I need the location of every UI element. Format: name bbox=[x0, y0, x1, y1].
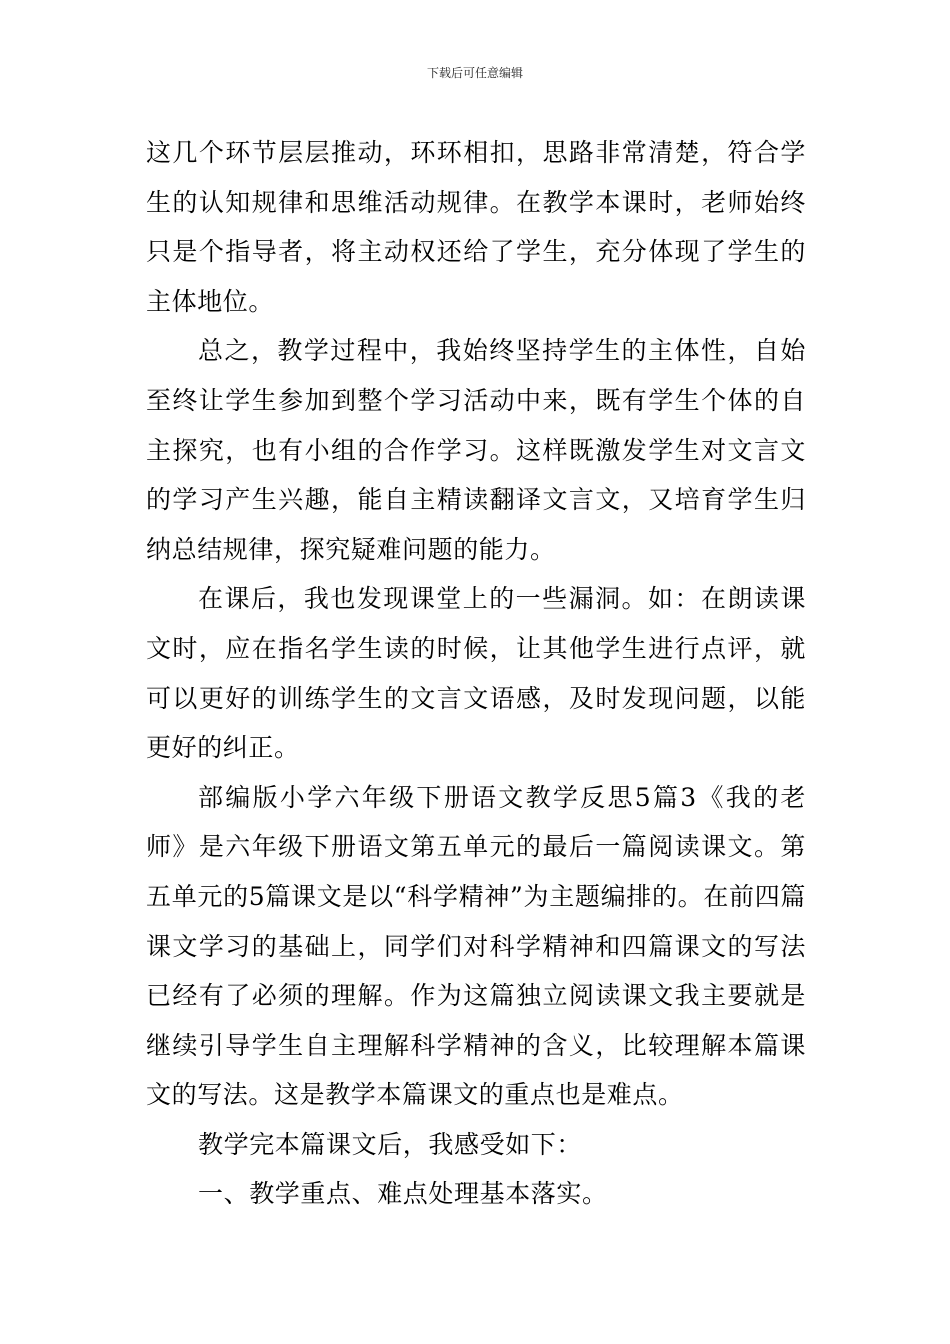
paragraph-after-class: 在课后，我也发现课堂上的一些漏洞。如：在朗读课文时，应在指名学生读的时候，让其他学生进行点评，就可以更好的训练学生的文言文语感，及时发现问题，以能更好的纠正。 bbox=[146, 584, 806, 763]
paragraph-reflection-3: 部编版小学六年级下册语文教学反思5篇3《我的老师》是六年级下册语文第五单元的最后一篇阅读课文。第五单元的5篇课文是以“科学精神”为主题编排的。在前四篇课文学习的基础上，同学们对科学精神和四篇课文的写法已经有了必须的理解。作为这篇独立阅读课文我主要就是继续引导学生自主理解科学精神的含义，比较理解本篇课文的写法。这是教学本篇课文的重点也是难点。 bbox=[146, 782, 806, 1110]
paragraph-feelings-intro: 教学完本篇课文后，我感受如下： bbox=[198, 1129, 583, 1159]
paragraph-point-one: 一、教学重点、难点处理基本落实。 bbox=[198, 1179, 608, 1209]
page-header: 下载后可任意编辑 bbox=[426, 66, 523, 80]
paragraph-continuation: 这几个环节层层推动，环环相扣，思路非常清楚，符合学生的认知规律和思维活动规律。在教学本课时，老师始终只是个指导者，将主动权还给了学生，充分体现了学生的主体地位。 bbox=[146, 138, 806, 316]
paragraph-summary: 总之，教学过程中，我始终坚持学生的主体性，自始至终让学生参加到整个学习活动中来，既有学生个体的自主探究，也有小组的合作学习。这样既激发学生对文言文的学习产生兴趣，能自主精读翻译文言文，又培育学生归纳总结规律，探究疑难问题的能力。 bbox=[146, 336, 806, 564]
document-body bbox=[146, 128, 806, 1219]
